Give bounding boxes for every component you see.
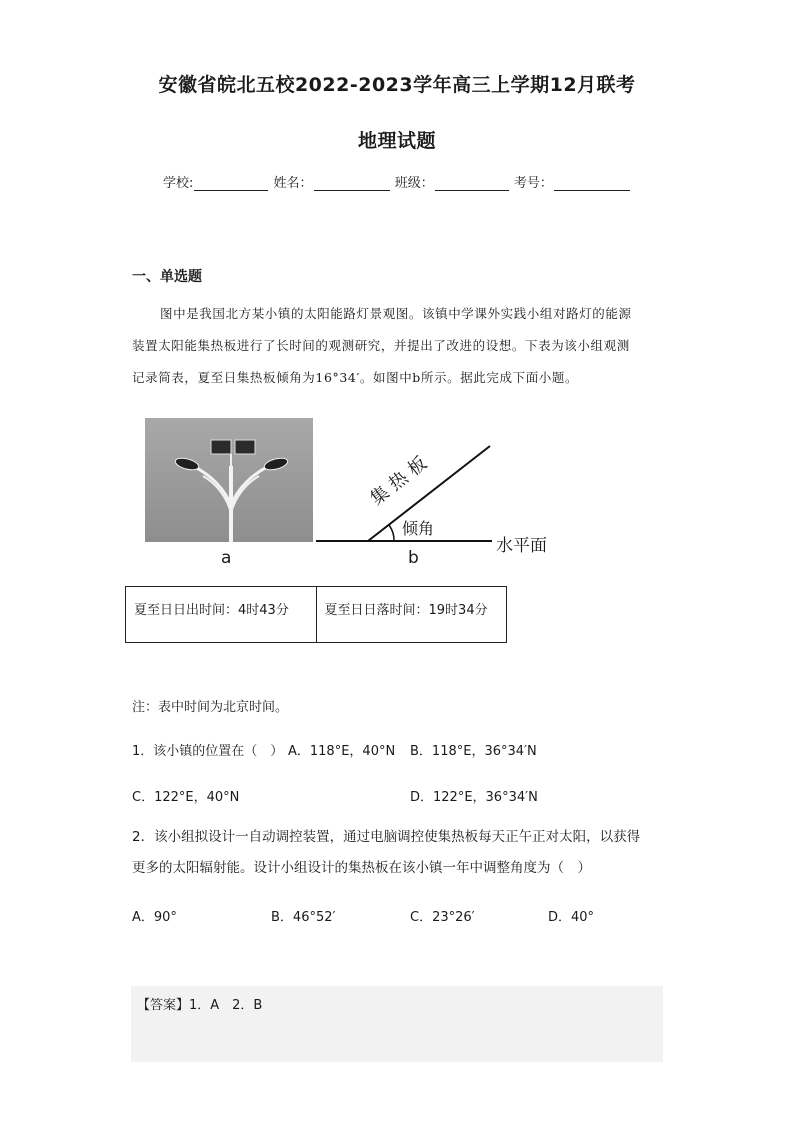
figure-label-b: b [408,548,419,568]
passage-line-3: 记录简表，夏至日集热板倾角为16°34′。如图中b所示。据此完成下面小题。 [132,370,579,385]
school-field[interactable] [194,177,268,191]
number-field[interactable] [554,177,630,191]
street-lamp-photo [145,418,313,542]
question-2-stem-line-1: 2．该小组拟设计一自动调控装置，通过电脑调控使集热板每天正午正对太阳，以获得 [132,829,641,845]
school-label: 学校: [163,176,194,191]
sunset-cell: 夏至日日落时间：19时34分 [316,587,507,642]
number-label: 考号： [513,176,553,191]
collector-panel-label: 集 热 板 [366,452,431,510]
figure-label-a: a [221,548,232,568]
tilt-angle-arc [389,525,394,541]
document-subtitle: 地理试题 [357,130,436,152]
name-field[interactable] [314,177,390,191]
section-heading: 一、单选题 [132,269,202,285]
question-2-stem-line-2: 更多的太阳辐射能。设计小组设计的集热板在该小镇一年中调整角度为（ ） [132,860,591,876]
student-info-row [163,172,631,191]
class-field[interactable] [435,177,509,191]
question-1-option-b[interactable]: B．118°E，36°34′N [410,744,537,759]
question-2-option-a[interactable]: A．90° [132,910,177,925]
sunrise-cell: 夏至日日出时间：4时43分 [134,603,289,618]
horizontal-plane-label: 水平面 [496,536,547,556]
document-title: 安徽省皖北五校2022-2023学年高三上学期12月联考 [158,74,636,96]
question-1-stem: 1．该小镇的位置在（ ） [132,744,284,759]
table-note: 注：表中时间为北京时间。 [132,700,289,715]
question-2-option-c[interactable]: C．23°26′ [410,910,475,925]
question-2-option-b[interactable]: B．46°52′ [271,910,336,925]
tilt-angle-label: 倾角 [402,519,435,538]
sunrise-sunset-table [125,586,507,643]
answer-box [131,986,663,1062]
question-1-option-d[interactable]: D．122°E，36°34′N [410,790,538,805]
class-label: 班级： [394,176,434,191]
passage-line-1: 图中是我国北方某小镇的太阳能路灯景观图。该镇中学课外实践小组对路灯的能源 [160,306,632,321]
name-label: 姓名： [273,176,313,191]
street-lamp-illustration [145,418,313,542]
question-1-option-a[interactable]: A．118°E，40°N [288,744,396,759]
question-1-option-c[interactable]: C．122°E，40°N [132,790,240,805]
answer-text: 【答案】1．A 2．B [137,998,263,1013]
passage-line-2: 装置太阳能集热板进行了长时间的观测研究，并提出了改进的设想。下表为该小组观测 [132,338,630,353]
question-2-option-d[interactable]: D．40° [548,910,595,925]
